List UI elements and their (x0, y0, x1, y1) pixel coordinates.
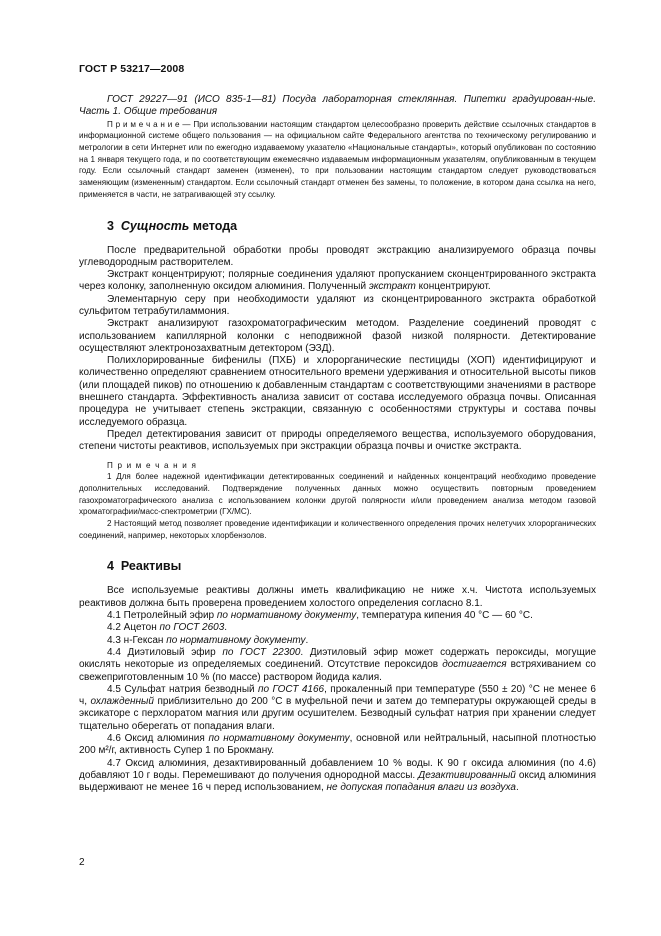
section-3-heading: 3 Сущность метода (107, 218, 238, 233)
gost-reference-code: ГОСТ 29227—91 (ИСО 835-1—81) (107, 94, 277, 105)
reagent-4-5: 4.5 Сульфат натрия безводный по ГОСТ 4166, прокаленный при температуре (550 ± 20) °С не менее 6 ч, охлажденный приблизительно до 200 °С в муфельной печи и затем до температуры окружающей среды в эксикаторе с перхлоратом магния или другим осушителем. Безводный сульфат натрия при хранении следует тщательно оберегать от попадания влаги. (79, 683, 597, 732)
note-1: 1 Для более надежной идентификации детектированных соединений и найденных концентраций необходимо проведение дополнительных исследований. Подтверждение полученных данных можно осуществить повторным проведением газохроматографического анализа с использованием колонки другой полярности и/или проведением анализа методом газовой хроматографии/масс-спектрометрии (ГХ/МС). (79, 472, 596, 517)
gost-reference-title: Посуда лабораторная стеклянная. Пипетки градуирован-ные. Часть 1. Общие требования (79, 94, 596, 118)
section-3-paragraph: Полихлорированные бифенилы (ПХБ) и хлорорганические пестициды (ХОП) идентифицируют и количественно определяют сравнением относительного времени удерживания и относительной высоты пиков (или площадей пиков) по отношению к добавленным стандартам с соответствующими значениями в растворе внешнего стандарта. Эффективность анализа зависит от состава исследуемого образца почвы. Описанная процедура не учитывает степень экстракции, связанную с особенностями структуры и состава почвы исследуемого образца. (79, 355, 596, 428)
reagent-4-2: 4.2 Ацетон по ГОСТ 2603. (107, 622, 228, 634)
reagent-4-7: 4.7 Оксид алюминия, дезактивированный добавлением 10 % воды. К 90 г оксида алюминия (по 4.6) добавляют 10 г воды. Перемешивают до получения однородной массы. Дезактивированный оксид алюминия выдерживают не менее 16 ч перед использованием, не допуская попадания влаги из воздуха. (79, 757, 597, 794)
reference-note-label: П р и м е ч а н и е — (107, 119, 191, 129)
section-4-intro: Все используемые реактивы должны иметь квалификацию не ниже х.ч. Чистота используемых реактивов должна быть проверена проведением холостого определения согласно 8.1. (79, 585, 596, 609)
reference-note-text: При использовании настоящим стандартом целесообразно проверить действие ссылочных стандартов в информационной системе общего пользования — на официальном сайте Федерального агентства по техническому регулированию и метрологии в сети Интернет или по ежегодно издаваемому указателю «Национальные стандарты», который опубликован по состоянию на 1 января текущего года, и по соответствующим ежемесячно издаваемым информационным указателям, опубликованным в текущем году. Если ссылочный стандарт заменен (изменен), то при пользовании настоящим стандартом следует руководствоваться заменяющим (измененным) стандартом. Если ссылочный стандарт отменен без замены, то положение, в котором дана ссылка на него, применяется в части, не затрагивающей эту ссылку. (79, 119, 597, 199)
notes-label: П р и м е ч а н и я (107, 460, 198, 470)
reagent-4-6: 4.6 Оксид алюминия по нормативному документу, основной или нейтральный, насыпной плотностью 200 м²/г, активность Супер 1 по Брокману. (79, 733, 597, 757)
section-3-paragraph: Экстракт анализируют газохроматографическим методом. Разделение соединений проводят с использованием капиллярной колонки с неподвижной фазой низкой полярности. Детектирование осуществляют электронозахватным детектором (ЭЗД). (79, 318, 596, 354)
section-3-paragraph: Предел детектирования зависит от природы определяемого вещества, используемого оборудования, степени чистоты реактивов, используемых при экстракции образца почвы и очистке экстракта. (79, 428, 596, 453)
page-number: 2 (79, 857, 85, 868)
section-3-paragraph: Экстракт концентрируют; полярные соединения удаляют пропусканием сконцентрированного экстракта через колонку, заполненную оксидом алюминия. Полученный экстракт концентрируют. (79, 269, 596, 293)
note-2: 2 Настоящий метод позволяет проведение идентификации и количественного определения прочих нелетучих хлорорганических соединений, например, некоторых хлорбензолов. (79, 519, 596, 540)
section-4-heading: 4 Реактивы (107, 559, 182, 574)
reagent-4-4: 4.4 Диэтиловый эфир по ГОСТ 22300. Диэтиловый эфир может содержать пероксиды, могущие окислять некоторые из определяемых соединений. Отсутствие пероксидов достигается встряхиванием со свежеприготовленным 10 % (по массе) раствором йодида калия. (79, 646, 597, 683)
gost-reference (79, 94, 596, 119)
document-header: ГОСТ Р 53217—2008 (79, 63, 185, 75)
reagent-4-3: 4.3 н-Гексан по нормативному документу. (107, 634, 309, 646)
document-body (79, 94, 596, 795)
section-3-paragraph: Элементарную серу при необходимости удаляют из сконцентрированного экстракта обработкой сульфитом тетрабутиламмония. (79, 293, 596, 317)
reference-note (79, 119, 596, 201)
reagent-4-1: 4.1 Петролейный эфир по нормативному документу, температура кипения 40 °С — 60 °С. (107, 610, 533, 622)
section-3-paragraph: После предварительной обработки пробы проводят экстракцию анализируемого образца почвы углеводородным растворителем. (79, 244, 596, 268)
